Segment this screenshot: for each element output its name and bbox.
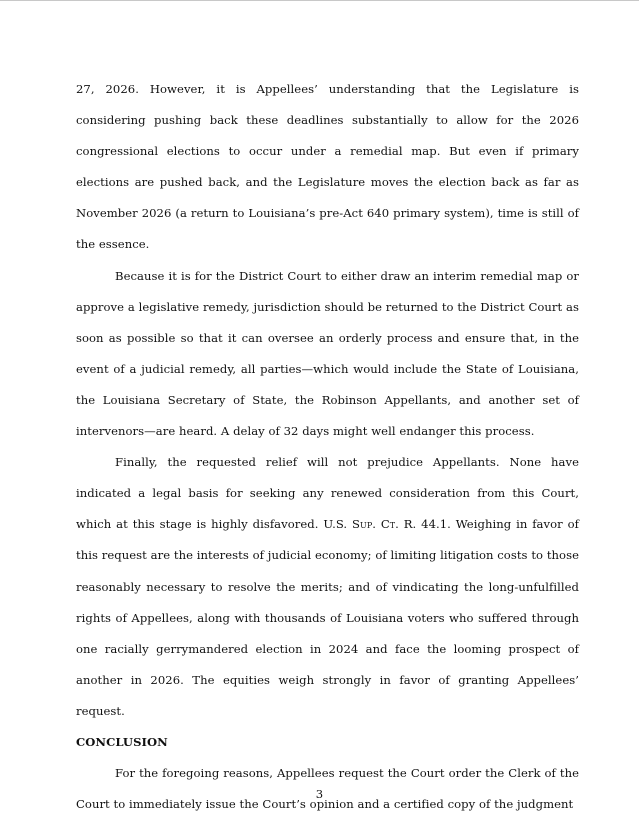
paragraph-prejudice — [76, 447, 579, 727]
paragraph-continuation: 27, 2026. However, it is Appellees’ understanding that the Legislature is considering pushing back these deadlines substantially to allow for the 2026 congressional elections to occur under a remedial map. But even if primary elections are pushed back, and the Legislature moves the election back as far as November 2026 (a return to Louisiana’s pre-Act 640 primary system), time is still of the essence. — [76, 82, 579, 252]
body-text — [76, 74, 579, 820]
paragraph-prejudice-part-1: Finally, the requested relief will not prejudice Appellants. None have indicated a legal basis for seeking any renewed consideration from this Court, which at this stage is highly disfavored. U.S. — [76, 455, 579, 532]
paragraph-jurisdiction: Because it is for the District Court to either draw an interim remedial map or approve a legislative remedy, jurisdiction should be returned to the District Court as soon as possible so that it can oversee an orderly process and ensure that, in the event of a judicial remedy, all parties—which would include the State of Louisiana, the Louisiana Secretary of State, the Robinson Appellants, and another set of intervenors—are heard. A delay of 32 days might well endanger this process. — [76, 268, 579, 439]
paragraph-conclusion: For the foregoing reasons, Appellees request the Court order the Clerk of the Court to immediately issue the Court’s opinion and a certified copy of the judgment — [76, 766, 579, 812]
citation-small-caps: Sup. Ct. — [352, 517, 399, 532]
section-heading-conclusion: CONCLUSION — [76, 734, 168, 749]
page-number: 3 — [315, 787, 324, 801]
paragraph-prejudice-part-2: R. 44.1. Weighing in favor of this request are the interests of judicial economy; of limiting litigation costs to those reasonably necessary to resolve the merits; and of vindicating the long-unfulfilled rights of Appellees, along with thousands of Louisiana voters who suffered through one racially gerrymandered election in 2024 and face the looming prospect of another in 2026. The equities weigh strongly in favor of granting Appellees’ request. — [76, 517, 579, 718]
